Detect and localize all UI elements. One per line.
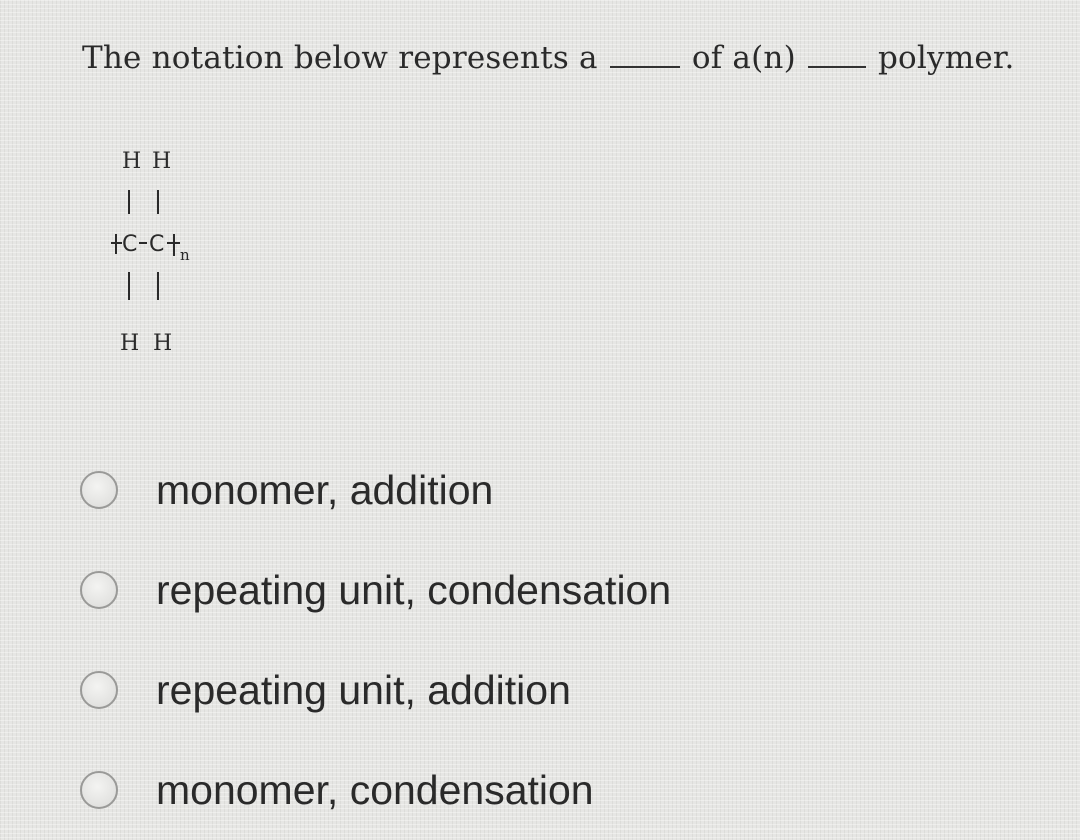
radio-button[interactable] xyxy=(80,771,118,809)
option-label: monomer, condensation xyxy=(156,766,594,813)
carbon-right: C xyxy=(149,232,165,257)
option-repeating-unit-addition[interactable] xyxy=(80,640,980,740)
option-label: repeating unit, addition xyxy=(156,666,571,713)
radio-button[interactable] xyxy=(80,671,118,709)
question-part-2: of a(n) xyxy=(691,40,796,76)
answer-options xyxy=(80,440,980,840)
hydrogen-top-right: H xyxy=(152,149,172,174)
option-monomer-addition[interactable] xyxy=(80,440,980,540)
answer-blank-1 xyxy=(610,40,680,68)
option-label: repeating unit, condensation xyxy=(156,566,672,613)
subscript-n: n xyxy=(180,246,190,264)
hydrogen-bottom-left: H xyxy=(120,331,140,356)
question-part-3: polymer. xyxy=(878,40,1015,76)
hydrogen-bottom-right: H xyxy=(153,331,173,356)
hydrogen-top-left: H xyxy=(122,149,142,174)
answer-blank-2 xyxy=(808,40,866,68)
option-repeating-unit-condensation[interactable] xyxy=(80,540,980,640)
question-part-1: The notation below represents a xyxy=(82,40,598,76)
carbon-left: C xyxy=(122,232,138,257)
radio-button[interactable] xyxy=(80,571,118,609)
polymer-structure-svg xyxy=(110,140,280,370)
option-monomer-condensation[interactable] xyxy=(80,740,980,840)
radio-button[interactable] xyxy=(80,471,118,509)
option-label: monomer, addition xyxy=(156,466,494,513)
polymer-structure-diagram xyxy=(110,140,280,370)
question-text xyxy=(82,40,1062,76)
